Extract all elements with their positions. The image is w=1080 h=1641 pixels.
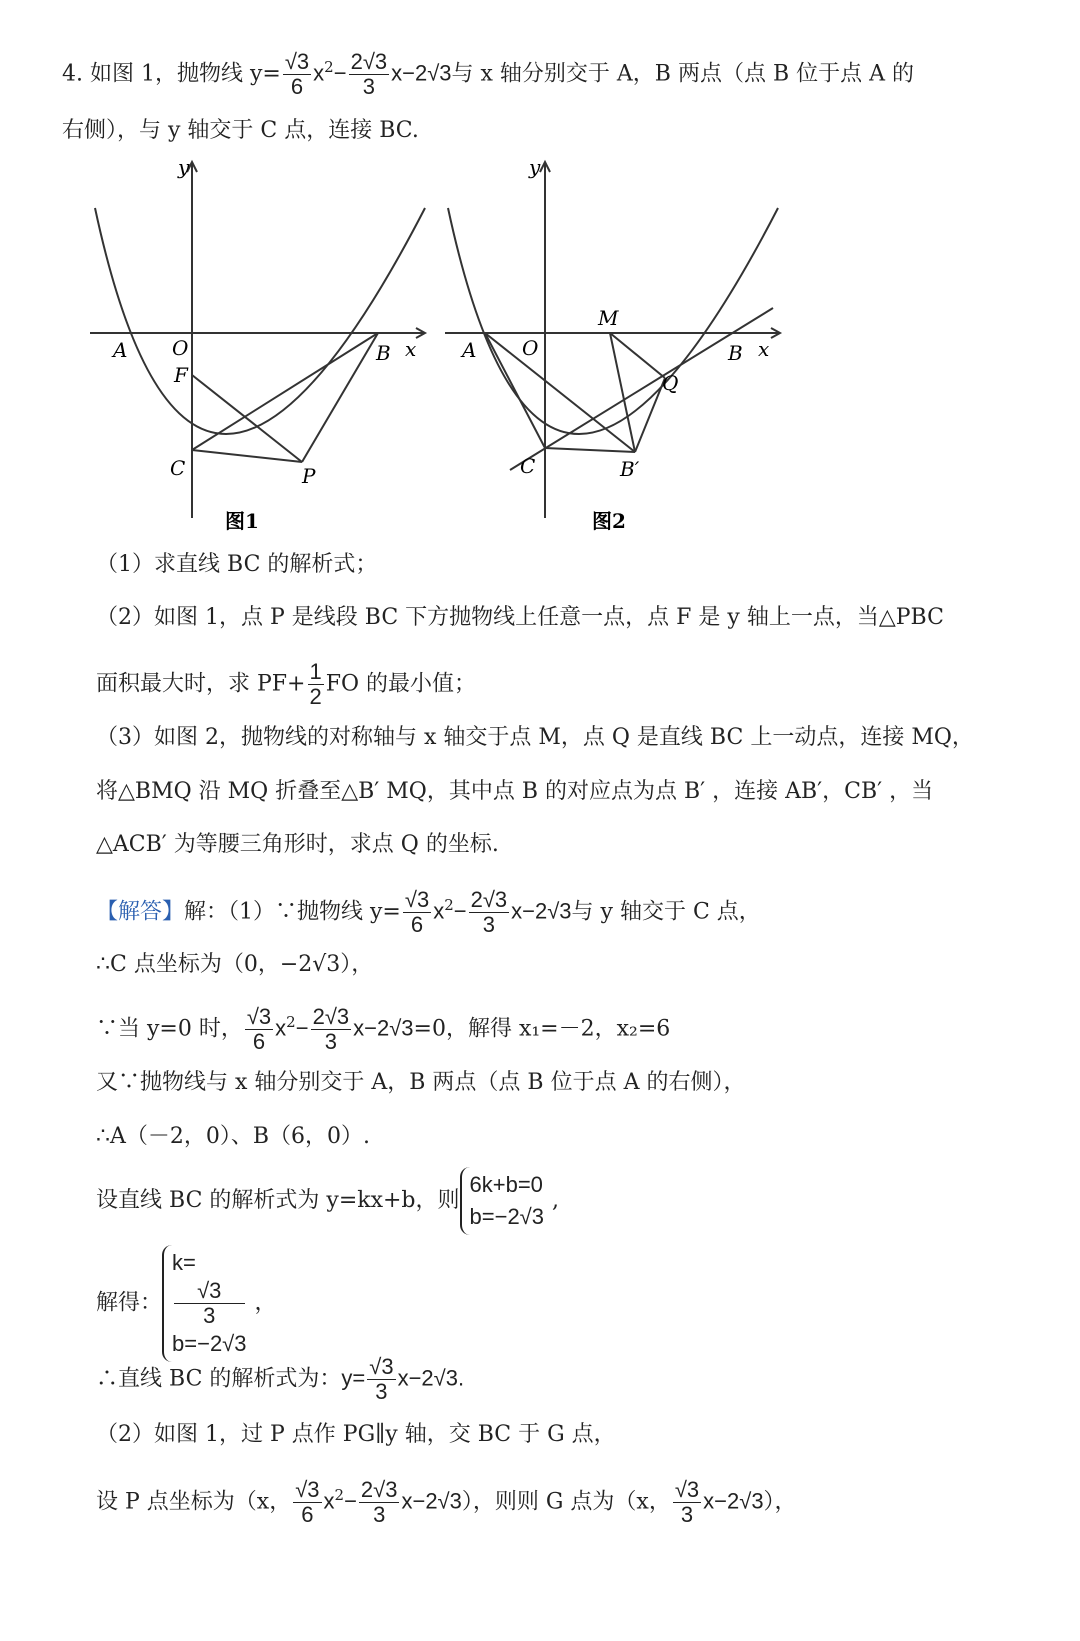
solution-text: ），则则 G 点为（x， [461,1489,671,1515]
numerator: √3 [246,1004,272,1029]
var: x [433,898,445,924]
denominator: 3 [375,1379,388,1404]
segment-PB [302,333,378,462]
var: x [323,1488,335,1514]
question-3-line-1 [96,723,974,753]
segment-BC [192,333,378,450]
numerator: √3 [174,1279,244,1304]
fraction [311,1005,352,1054]
problem-text: 如图 1，抛物线 y= [90,61,281,87]
question-3-line-3 [96,830,499,860]
label-A: A [113,338,128,362]
solution-line-5 [96,1122,370,1152]
denominator: 6 [410,912,424,937]
fraction [349,50,390,99]
expr-tail: x−2√3. [397,1365,465,1391]
label-x: x [405,337,417,361]
exponent: 2 [334,1486,345,1505]
denominator: 3 [203,1303,216,1328]
question-3-line-2 [96,777,933,807]
figure-2 [440,150,800,545]
exponent: 2 [286,1013,296,1032]
label-y: y [178,155,190,179]
figure-1 [80,150,440,545]
segment-CB-prime [545,448,635,452]
numerator: √3 [404,887,430,912]
label-O: O [172,336,189,360]
problem-text: 与 x 轴分别交于 A，B 两点（点 B 位于点 A 的 [451,61,914,87]
denominator: 2 [309,684,322,709]
equation [172,1247,246,1328]
exponent: 2 [324,58,334,77]
equation: b=−2√3 [469,1204,544,1229]
question-1 [96,550,377,580]
numerator: 1 [309,659,322,684]
label-Q: Q [662,371,679,395]
expr-tail: x−2√3 [391,60,452,86]
segment-AB-prime [485,333,635,452]
solution-text: =0，解得 x₁=－2，x₂=6 [413,1016,671,1042]
equation-lhs: k= [172,1250,196,1275]
expr-tail: x−2√3）， [703,1488,797,1514]
equation: b=−2√3 [172,1331,247,1356]
solution-line-3 [96,1005,670,1054]
problem-number: 4. [62,61,83,87]
fraction [367,1355,395,1404]
numerator: 2√3 [350,49,388,74]
solution-text: 解得： [96,1290,163,1316]
numerator: √3 [295,1477,320,1502]
label-B-prime: B′ [620,457,640,481]
problem-text: 右侧），与 y 轴交于 C 点，连接 BC. [62,118,419,143]
solution-text: ∴直线 BC 的解析式为： [96,1366,342,1392]
fraction [174,1279,244,1328]
question-text: FO 的最小值； [325,671,477,697]
denominator: 6 [252,1029,266,1054]
var: x [313,60,325,86]
solution-line-6 [96,1167,559,1235]
fraction [293,1478,321,1527]
solution-text: 解：（1）∵抛物线 y= [184,899,401,925]
equation-system [460,1167,552,1235]
solution-text: 又∵抛物线与 x 轴分别交于 A，B 两点（点 B 位于点 A 的右侧）， [96,1070,746,1095]
op: − [453,898,467,924]
fraction [283,50,311,99]
expr-tail: x−2√3 [353,1015,414,1041]
question-text: 将△BMQ 沿 MQ 折叠至△B′ MQ，其中点 B 的对应点为点 B′ ，连接 AB′，CB′ ，当 [96,779,934,804]
expr-tail: x−2√3 [401,1488,462,1514]
solution-text: ∵当 y=0 时， [96,1016,243,1042]
numerator: √3 [674,1477,700,1502]
label-P: P [302,464,316,488]
op: − [295,1015,309,1041]
fraction [403,888,431,937]
question-text: （1）求直线 BC 的解析式； [96,552,378,577]
solution-text: ∴A（－2，0）、B（6，0）. [96,1124,371,1149]
solution-text: （2）如图 1，过 P 点作 PG∥y 轴，交 BC 于 G 点， [96,1422,616,1447]
solution-line-8 [96,1355,464,1404]
expr: y= [341,1365,366,1391]
denominator: 3 [680,1502,694,1527]
segment-FP [192,375,302,462]
denominator: 3 [373,1502,386,1527]
fraction [245,1005,273,1054]
solution-text: ∴C 点坐标为（0，−2√3）， [96,952,374,977]
fraction [308,660,324,709]
numerator: √3 [284,49,310,74]
denominator: 3 [482,912,495,937]
solution-line-10 [96,1478,797,1527]
question-text: （2）如图 1，点 P 是线段 BC 下方抛物线上任意一点，点 F 是 y 轴上一点，当△PBC [96,605,944,630]
equation: 6k+b=0 [469,1172,543,1197]
var: x [275,1015,287,1041]
solution-text: 与 y 轴交于 C 点， [571,899,761,925]
label-F: F [174,363,188,387]
expr-tail: x−2√3 [511,898,572,924]
solution-line-2 [96,950,373,980]
solution-text: 设直线 BC 的解析式为 y=kx+b，则 [96,1188,460,1213]
numerator: 2√3 [470,887,508,912]
numerator: 2√3 [360,1477,398,1502]
parabola [95,208,425,434]
exponent: 2 [444,896,454,915]
label-B: B [376,341,391,365]
op: − [344,1488,357,1514]
solution-line-1 [96,888,761,937]
fraction [673,1478,701,1527]
fraction [469,888,510,937]
figure-caption: 图1 [225,509,259,533]
label-C: C [170,456,186,480]
question-2-line-2 [96,660,476,709]
question-text: 面积最大时，求 PF+ [96,671,306,697]
denominator: 6 [301,1502,314,1527]
solution-tag: 【解答】 [96,899,185,925]
solution-line-4 [96,1068,745,1098]
op: − [333,60,347,86]
solution-text: ， [254,1290,277,1316]
question-text: △ACB′ 为等腰三角形时，求点 Q 的坐标. [96,832,499,857]
question-2-line-1 [96,603,944,633]
problem-line-1 [62,50,914,99]
denominator: 6 [290,74,304,99]
label-B: B [728,341,743,365]
denominator: 3 [362,74,375,99]
segment-CP [192,450,302,462]
equation-system [162,1245,254,1362]
label-x: x [758,337,770,361]
label-C: C [520,454,536,478]
label-y: y [529,155,541,179]
label-M: M [598,306,619,330]
solution-text: , [552,1188,559,1213]
solution-line-9 [96,1420,616,1450]
numerator: √3 [369,1354,394,1379]
denominator: 3 [324,1029,337,1054]
label-O: O [522,336,539,360]
numerator: 2√3 [312,1004,350,1029]
problem-line-2 [62,116,419,146]
figure-caption: 图2 [592,509,626,533]
question-text: （3）如图 2，抛物线的对称轴与 x 轴交于点 M，点 Q 是直线 BC 上一动点，连接 MQ， [96,725,974,750]
label-A: A [462,338,477,362]
fraction [359,1478,400,1527]
solution-text: 设 P 点坐标为（x， [96,1489,292,1515]
solution-line-7 [96,1245,277,1362]
